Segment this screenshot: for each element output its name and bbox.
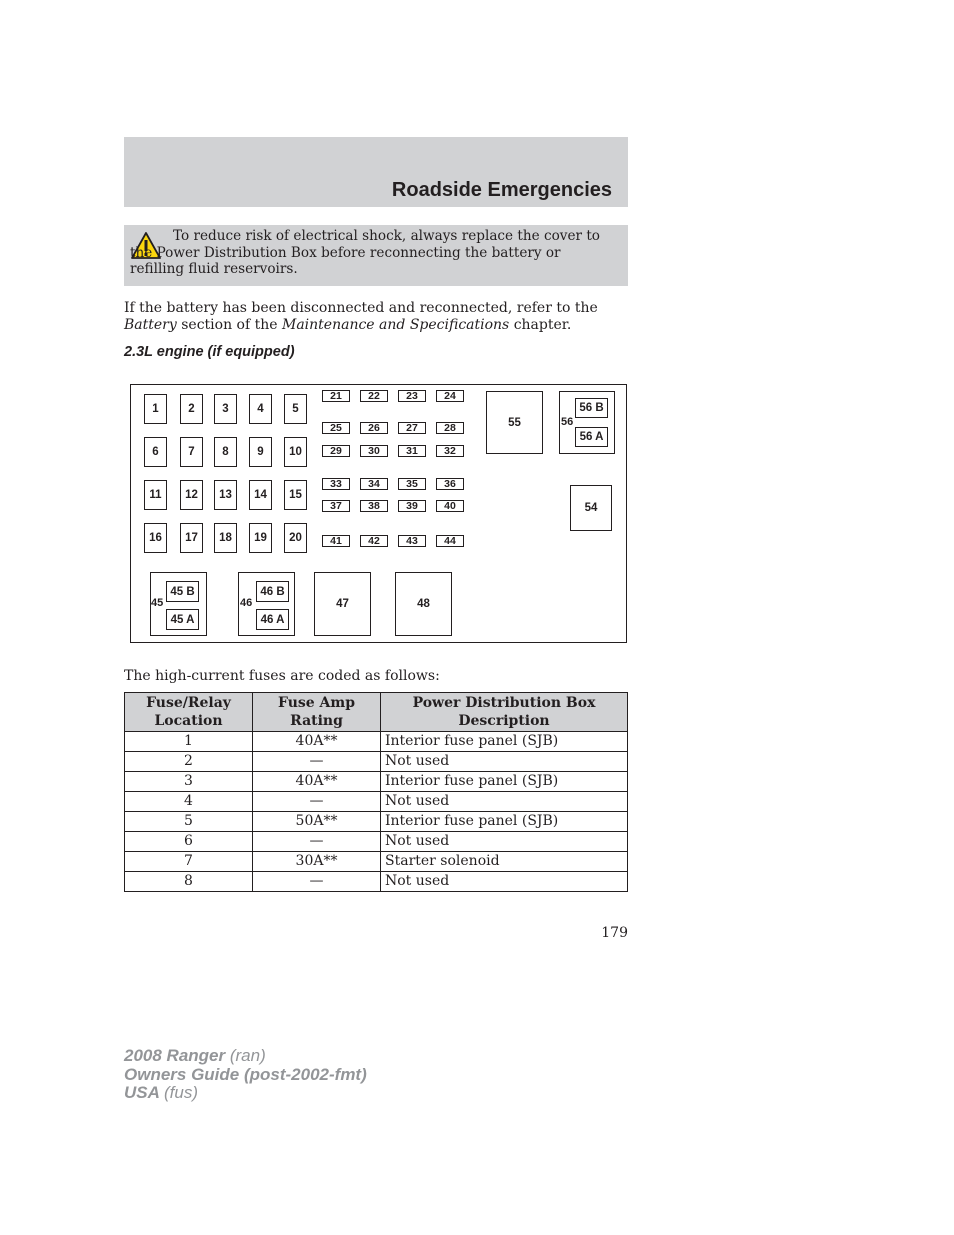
cell-location: 4 bbox=[125, 792, 253, 812]
fuse-21: 21 bbox=[322, 390, 350, 402]
footer-market-code: (fus) bbox=[164, 1083, 198, 1102]
note-text-1: If the battery has been disconnected and reconnected, refer to the bbox=[124, 300, 598, 316]
col-description-header: Power Distribution Box Description bbox=[381, 693, 628, 732]
fuse-1: 1 bbox=[144, 394, 167, 424]
fuse-5: 5 bbox=[284, 394, 307, 424]
warning-box bbox=[124, 225, 628, 286]
note-battery-ref: Battery bbox=[124, 317, 177, 333]
note-chapter-ref: Maintenance and Specifications bbox=[282, 317, 510, 333]
fuse-25: 25 bbox=[322, 422, 350, 434]
fuse-29: 29 bbox=[322, 445, 350, 457]
fuse-32: 32 bbox=[436, 445, 464, 457]
footer-market: USA bbox=[124, 1083, 160, 1102]
fuse-39: 39 bbox=[398, 500, 426, 512]
cell-description: Starter solenoid bbox=[381, 852, 628, 872]
note-text-3: chapter. bbox=[513, 317, 572, 333]
cell-rating: — bbox=[253, 832, 381, 852]
cell-description: Not used bbox=[381, 832, 628, 852]
cell-rating: 50A** bbox=[253, 812, 381, 832]
fuse-43: 43 bbox=[398, 535, 426, 547]
col-location-header: Fuse/Relay Location bbox=[125, 693, 253, 732]
fuse-12: 12 bbox=[180, 480, 203, 510]
cell-location: 2 bbox=[125, 752, 253, 772]
fuse-37: 37 bbox=[322, 500, 350, 512]
relay-56b: 56 B bbox=[575, 398, 608, 418]
cell-location: 7 bbox=[125, 852, 253, 872]
fuse-box-diagram bbox=[130, 384, 627, 643]
fuse-8: 8 bbox=[214, 437, 237, 467]
cell-rating: 30A** bbox=[253, 852, 381, 872]
relay-54: 54 bbox=[570, 485, 612, 531]
fuse-7: 7 bbox=[180, 437, 203, 467]
footer-model-code: (ran) bbox=[229, 1046, 266, 1065]
header-band bbox=[124, 137, 628, 207]
relay-55: 55 bbox=[486, 391, 543, 454]
cell-location: 3 bbox=[125, 772, 253, 792]
fuse-36: 36 bbox=[436, 478, 464, 490]
fuse-16: 16 bbox=[144, 523, 167, 553]
fuse-40: 40 bbox=[436, 500, 464, 512]
relay-48: 48 bbox=[395, 572, 452, 636]
relay-46-label: 46 bbox=[240, 597, 253, 609]
col-rating-header: Fuse Amp Rating bbox=[253, 693, 381, 732]
section-title: Roadside Emergencies bbox=[391, 179, 612, 201]
table-row bbox=[125, 732, 628, 752]
cell-rating: 40A** bbox=[253, 772, 381, 792]
relay-56-label: 56 bbox=[561, 416, 574, 428]
table-row bbox=[125, 852, 628, 872]
cell-description: Not used bbox=[381, 752, 628, 772]
relay-45-label: 45 bbox=[151, 597, 164, 609]
cell-description: Interior fuse panel (SJB) bbox=[381, 772, 628, 792]
relay-45a: 45 A bbox=[166, 609, 199, 630]
fuse-20: 20 bbox=[284, 523, 307, 553]
fuse-24: 24 bbox=[436, 390, 464, 402]
fuse-31: 31 bbox=[398, 445, 426, 457]
battery-note bbox=[124, 300, 628, 334]
page-number: 179 bbox=[601, 925, 628, 941]
cell-location: 1 bbox=[125, 732, 253, 752]
cell-rating: — bbox=[253, 872, 381, 892]
table-caption: The high-current fuses are coded as follows: bbox=[124, 668, 440, 684]
table-row bbox=[125, 772, 628, 792]
fuse-28: 28 bbox=[436, 422, 464, 434]
fuse-30: 30 bbox=[360, 445, 388, 457]
warning-text: To reduce risk of electrical shock, always replace the cover to the Power Distribution Box before reconnecting the battery or refilling fluid reservoirs. bbox=[130, 228, 600, 277]
note-text-2: section of the bbox=[181, 317, 278, 333]
fuse-35: 35 bbox=[398, 478, 426, 490]
fuse-14: 14 bbox=[249, 480, 272, 510]
cell-location: 8 bbox=[125, 872, 253, 892]
fuse-38: 38 bbox=[360, 500, 388, 512]
fuse-44: 44 bbox=[436, 535, 464, 547]
table-row bbox=[125, 832, 628, 852]
relay-46b: 46 B bbox=[256, 581, 289, 602]
fuse-10: 10 bbox=[284, 437, 307, 467]
fuse-15: 15 bbox=[284, 480, 307, 510]
cell-rating: — bbox=[253, 792, 381, 812]
fuse-4: 4 bbox=[249, 394, 272, 424]
cell-rating: 40A** bbox=[253, 732, 381, 752]
engine-subheading: 2.3L engine (if equipped) bbox=[124, 344, 295, 360]
table-row bbox=[125, 872, 628, 892]
fuse-9: 9 bbox=[249, 437, 272, 467]
fuse-34: 34 bbox=[360, 478, 388, 490]
cell-description: Interior fuse panel (SJB) bbox=[381, 732, 628, 752]
fuse-41: 41 bbox=[322, 535, 350, 547]
relay-45b: 45 B bbox=[166, 581, 199, 602]
relay-46a: 46 A bbox=[256, 609, 289, 630]
cell-rating: — bbox=[253, 752, 381, 772]
fuse-23: 23 bbox=[398, 390, 426, 402]
relay-47: 47 bbox=[314, 572, 371, 636]
table-row bbox=[125, 792, 628, 812]
fuse-6: 6 bbox=[144, 437, 167, 467]
fuse-17: 17 bbox=[180, 523, 203, 553]
cell-description: Not used bbox=[381, 792, 628, 812]
fuse-11: 11 bbox=[144, 480, 167, 510]
fuse-27: 27 bbox=[398, 422, 426, 434]
fuse-22: 22 bbox=[360, 390, 388, 402]
relay-56a: 56 A bbox=[575, 427, 608, 447]
cell-description: Interior fuse panel (SJB) bbox=[381, 812, 628, 832]
footer-guide: Owners Guide (post-2002-fmt) bbox=[124, 1064, 367, 1084]
fuse-33: 33 bbox=[322, 478, 350, 490]
fuse-19: 19 bbox=[249, 523, 272, 553]
fuse-18: 18 bbox=[214, 523, 237, 553]
cell-location: 5 bbox=[125, 812, 253, 832]
table-row bbox=[125, 752, 628, 772]
fuse-3: 3 bbox=[214, 394, 237, 424]
fuse-2: 2 bbox=[180, 394, 203, 424]
fuse-26: 26 bbox=[360, 422, 388, 434]
fuse-table bbox=[124, 692, 628, 892]
cell-location: 6 bbox=[125, 832, 253, 852]
table-header-row bbox=[125, 693, 628, 732]
cell-description: Not used bbox=[381, 872, 628, 892]
table-row bbox=[125, 812, 628, 832]
fuse-42: 42 bbox=[360, 535, 388, 547]
footer bbox=[124, 1047, 367, 1103]
footer-model: 2008 Ranger bbox=[124, 1046, 226, 1065]
fuse-13: 13 bbox=[214, 480, 237, 510]
